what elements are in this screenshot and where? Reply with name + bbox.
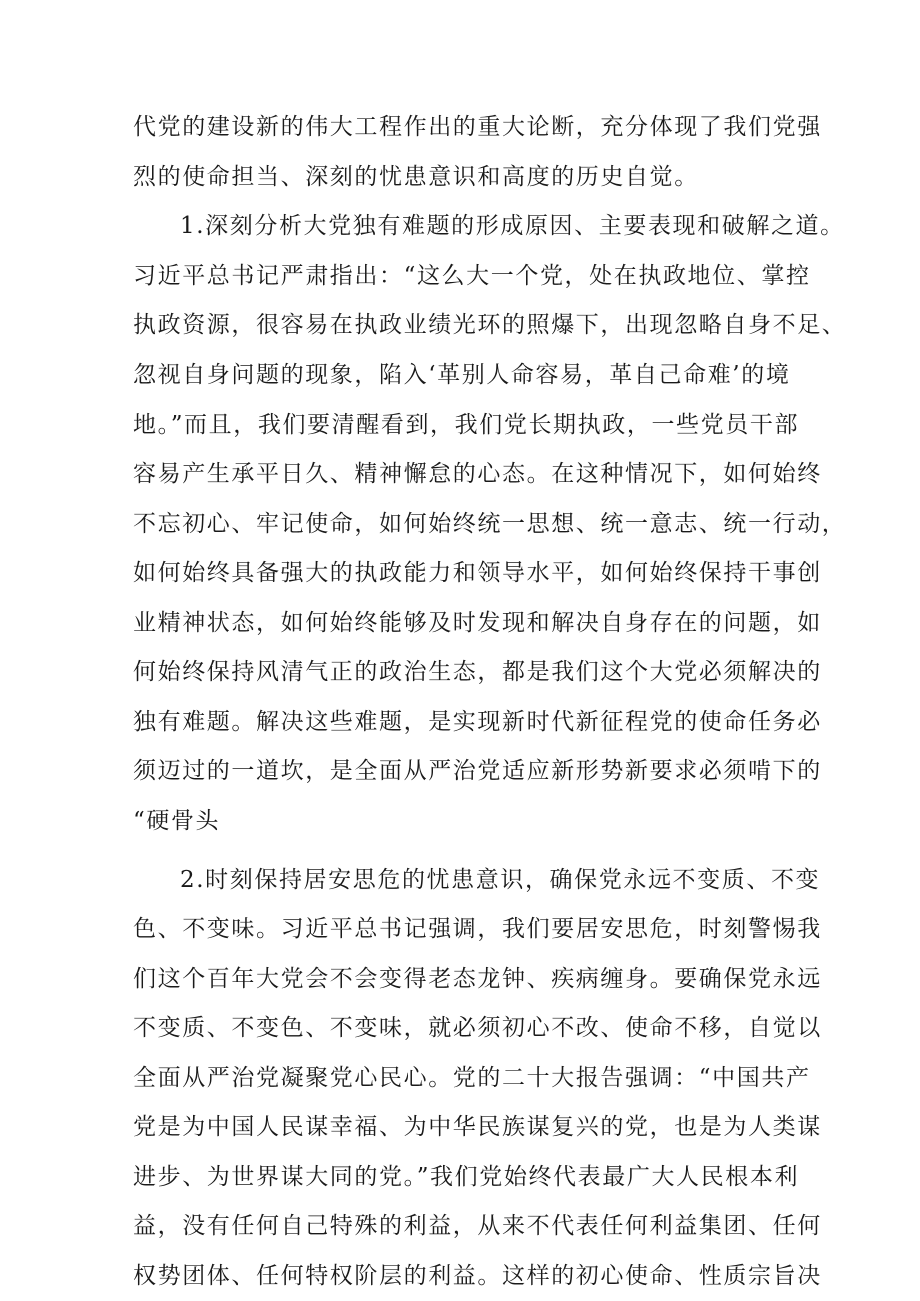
- text-line: 何始终保持风清气正的政治生态，都是我们这个大党必须解决的: [133, 659, 822, 685]
- text-line: 代党的建设新的伟大工程作出的重大论断，充分体现了我们党强: [133, 114, 822, 140]
- text-line: 习近平总书记严肃指出：“这么大一个党，处在执政地位、掌控: [133, 263, 811, 289]
- text-line: 益，没有任何自己特殊的利益，从来不代表任何利益集团、任何: [133, 1213, 822, 1239]
- paragraph-heading-2: 2.时刻保持居安思危的忧患意识，确保党永远不变质、不变: [180, 867, 821, 893]
- text-line: 容易产生承平日久、精神懈怠的心态。在这种情况下，如何始终: [133, 461, 822, 487]
- text-line: 不变质、不变色、不变味，就必须初心不改、使命不移，自觉以: [133, 1015, 822, 1041]
- text-line: 们这个百年大党会不会变得老态龙钟、疾病缠身。要确保党永远: [133, 966, 822, 992]
- text-line: 须迈过的一道坎，是全面从严治党适应新形势新要求必须啃下的: [133, 758, 822, 784]
- text-line: 色、不变味。习近平总书记强调，我们要居安思危，时刻警惕我: [133, 916, 822, 942]
- text-line: 忽视自身问题的现象，陷入‘革别人命容易，革自己命难’的境: [133, 362, 791, 388]
- text-line: 权势团体、任何特权阶层的利益。这样的初心使命、性质宗旨决: [133, 1263, 822, 1289]
- text-line: 执政资源，很容易在执政业绩光环的照爆下，出现忽略自身不足、: [133, 312, 847, 338]
- text-line: 全面从严治党凝聚党心民心。党的二十大报告强调：“中国共产: [133, 1065, 811, 1091]
- text-line: “硬骨头: [133, 808, 221, 834]
- paragraph-heading-1: 1.深刻分析大党独有难题的形成原因、主要表现和破解之道。: [180, 213, 845, 239]
- text-line: 地。”而且，我们要清醒看到，我们党长期执政，一些党员干部: [133, 412, 800, 438]
- text-line: 烈的使命担当、深刻的忧患意识和高度的历史自觉。: [133, 164, 699, 190]
- text-line: 党是为中国人民谋幸福、为中华民族谋复兴的党，也是为人类谋: [133, 1114, 822, 1140]
- text-line: 如何始终具备强大的执政能力和领导水平，如何始终保持干事创: [133, 560, 822, 586]
- text-line: 不忘初心、牢记使命，如何始终统一思想、统一意志、统一行动，: [133, 511, 847, 537]
- text-line: 独有难题。解决这些难题，是实现新时代新征程党的使命任务必: [133, 709, 822, 735]
- text-line: 进步、为世界谋大同的党。”我们党始终代表最广大人民根本利: [133, 1164, 800, 1190]
- text-line: 业精神状态，如何始终能够及时发现和解决自身存在的问题，如: [133, 610, 822, 636]
